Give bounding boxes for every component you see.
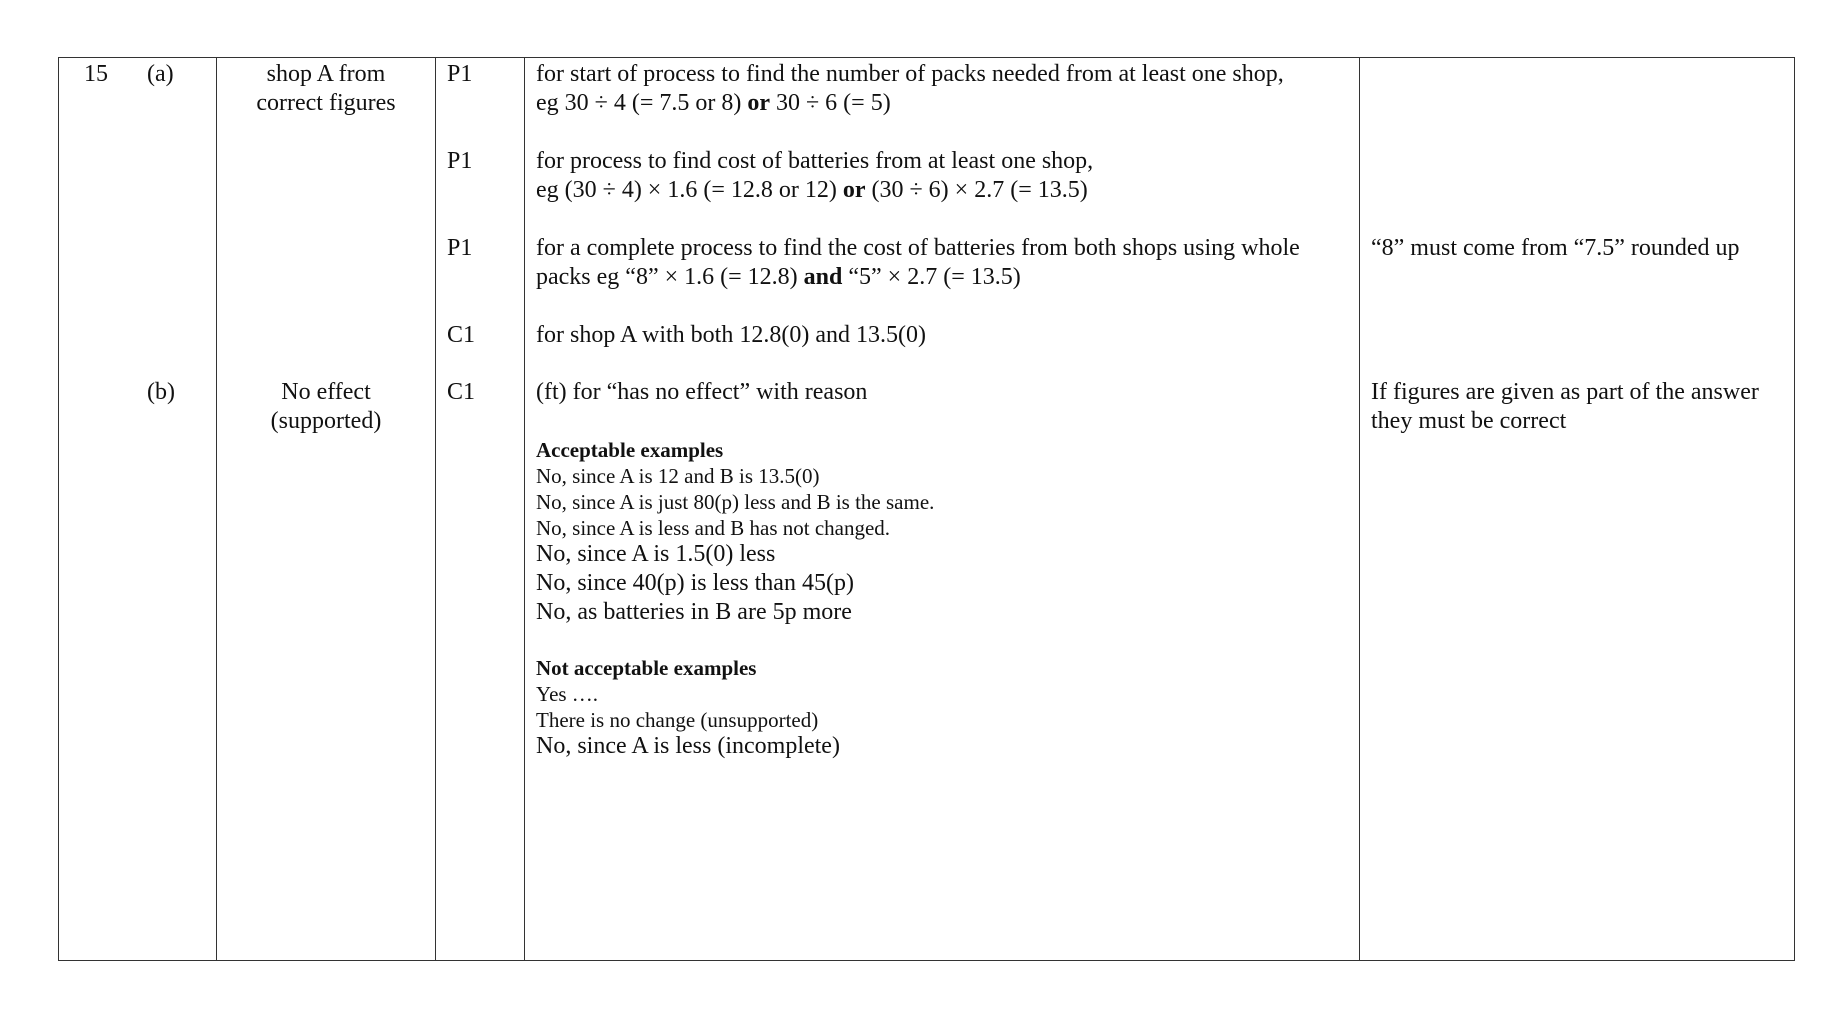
mark-code: C1: [447, 322, 476, 348]
question-number: 15: [84, 61, 108, 87]
acceptable-examples-heading: Acceptable examples: [536, 438, 724, 462]
not-acceptable-example: There is no change (unsupported): [536, 708, 819, 732]
part-b-label: (b): [147, 379, 175, 405]
part-a-answer-line1: shop A from: [266, 61, 386, 87]
mark-code: P1: [447, 235, 473, 261]
mark-code: C1: [447, 379, 476, 405]
mark-code: P1: [447, 148, 473, 174]
not-acceptable-example: No, since A is less (incomplete): [536, 733, 840, 759]
part-b-answer-line1: No effect: [281, 379, 371, 405]
mark-example: eg 30 ÷ 4 (= 7.5 or 8) or 30 ÷ 6 (= 5): [536, 90, 891, 116]
acceptable-example: No, as batteries in B are 5p more: [536, 599, 852, 625]
mark-description: (ft) for “has no effect” with reason: [536, 379, 868, 405]
guidance-note: “8” must come from “7.5” rounded up: [1371, 235, 1740, 261]
mark-description: for shop A with both 12.8(0) and 13.5(0): [536, 322, 926, 348]
not-acceptable-example: Yes ….: [536, 682, 599, 706]
mark-description: for start of process to find the number of packs needed from at least one shop,: [536, 61, 1284, 87]
acceptable-example: No, since A is 1.5(0) less: [536, 541, 776, 567]
mark-description: for process to find cost of batteries from at least one shop,: [536, 148, 1094, 174]
column-divider: [1359, 57, 1360, 961]
guidance-note-line1: If figures are given as part of the answer: [1371, 379, 1759, 405]
part-a-label: (a): [147, 61, 174, 87]
acceptable-example: No, since 40(p) is less than 45(p): [536, 570, 854, 596]
guidance-note-line2: they must be correct: [1371, 408, 1567, 434]
part-a-answer-line2: correct figures: [256, 90, 396, 116]
column-divider: [524, 57, 525, 961]
column-divider: [216, 57, 217, 961]
acceptable-example: No, since A is 12 and B is 13.5(0): [536, 464, 820, 488]
mark-example: packs eg “8” × 1.6 (= 12.8) and “5” × 2.7 (= 13.5): [536, 264, 1021, 290]
acceptable-example: No, since A is just 80(p) less and B is the same.: [536, 490, 935, 514]
mark-description: for a complete process to find the cost of batteries from both shops using whole: [536, 235, 1300, 261]
part-b-answer-line2: (supported): [270, 408, 382, 434]
not-acceptable-examples-heading: Not acceptable examples: [536, 656, 757, 680]
acceptable-example: No, since A is less and B has not changed.: [536, 516, 891, 540]
column-divider: [435, 57, 436, 961]
mark-example: eg (30 ÷ 4) × 1.6 (= 12.8 or 12) or (30 ÷ 6) × 2.7 (= 13.5): [536, 177, 1088, 203]
mark-code: P1: [447, 61, 473, 87]
